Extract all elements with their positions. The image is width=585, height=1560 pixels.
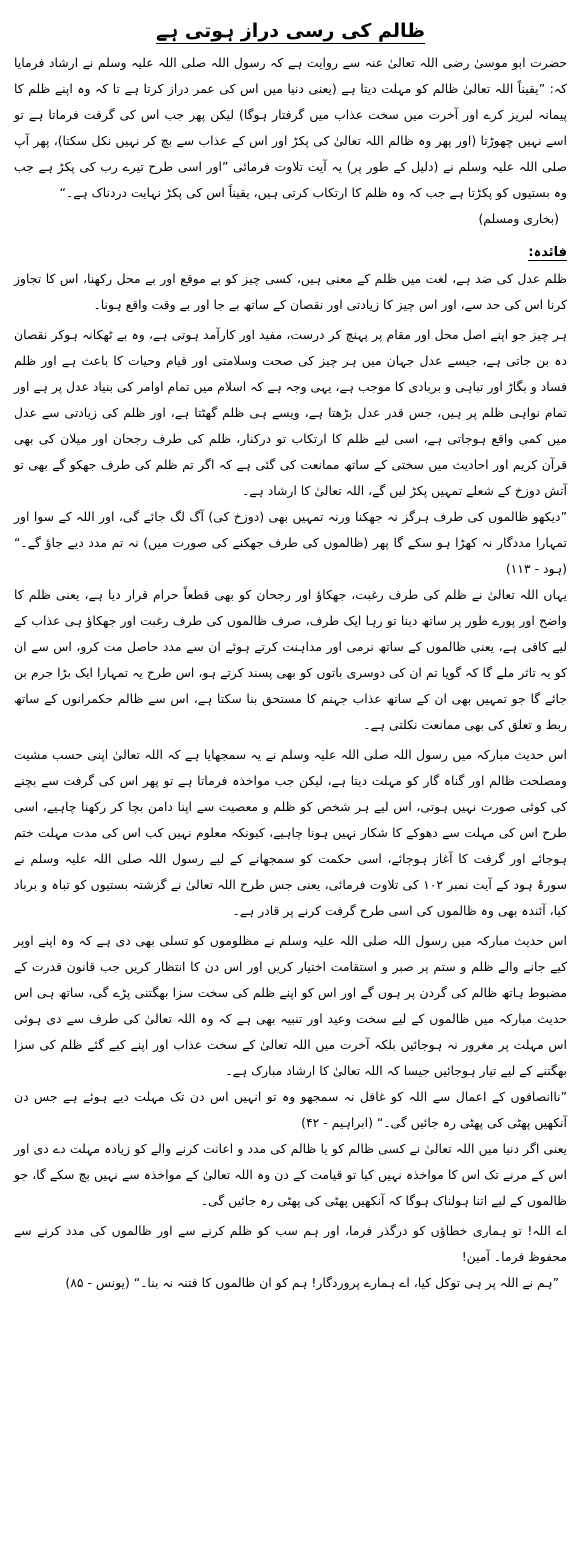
benefit-paragraph-5: اس حدیث مبارکہ میں رسول اللہ صلی اللہ علیہ وسلم نے مظلوموں کو تسلی بھی دی ہے کہ وہ اپنے اوپر کیے جانے والے ظلم و ستم پر صبر و استقامت اختیار کریں اور اس دن کا انتظار کریں جب قانون قدرت کے مضبوط ہاتھ ظالم کی گردن پر ہوں گے اور اس کو اپنے ظلم کی سخت سزا بھگتنی پڑے گی، ساتھ ہی اس حدیث مبارکہ میں ظالموں کے لیے سخت وعید اور تنبیہ بھی ہے کہ وہ اللہ تعالیٰ کی طرف سے دی ہوئی اس مہلت پر مغرور نہ ہوجائیں بلکہ آخرت میں اللہ تعالیٰ کے سخت عذاب اور اپنے کیے گئے ظلم کی سزا بھگتنے کے لیے تیار ہوجائیں جیسا کہ اللہ تعالیٰ کا ارشاد مبارک ہے۔ (14, 933, 567, 1078)
benefit-paragraph-1: ظلم عدل کی ضد ہے، لغت میں ظلم کے معنی ہیں، کسی چیز کو بے موقع اور بے محل رکھنا، اس کا تجاوز کرنا اس کی حد سے، اور اس چیز کا زیادتی اور نقصان کے ساتھ بے جا اور بے وقت واقع ہونا۔ (14, 271, 567, 312)
article-title (14, 18, 567, 44)
benefit-paragraph-6: یعنی اگر دنیا میں اللہ تعالیٰ نے کسی ظالم کو یا ظالم کی مدد و اعانت کرنے والے کو زیادہ مہلت دے دی اور اس کے مرنے تک اس کا مواخذہ نہیں کیا تو قیامت کے دن وہ اللہ تعالیٰ کے مواخذہ سے نہیں بچ سکے گا، جو ظالموں کے لیے اتنا ہولناک ہوگا کہ آنکھیں پھٹی کی پھٹی رہ جائیں گی۔ (14, 1141, 567, 1208)
quran-quote-ibrahim: ”ناانصافوں کے اعمال سے اللہ کو غافل نہ سمجھو وہ تو انہیں اس دن تک مہلت دیے ہوئے ہے جس دن آنکھیں پھٹی کی پھٹی رہ جائیں گی۔“ (ابراہیم - ۴۲) (14, 1089, 567, 1130)
article-title-text: ظالم کی رسی دراز ہوتی ہے (155, 20, 426, 42)
dua-paragraph: اے اللہ! تو ہماری خطاؤں کو درگذر فرما، اور ہم سب کو ظلم کرنے سے اور ظالموں کی مدد کرنے سے محفوظ فرما۔ آمین! (14, 1223, 567, 1264)
benefit-heading (14, 240, 567, 266)
quran-quote-yunus: ”ہم نے اللہ پر ہی توکل کیا، اے ہمارے پروردگار! ہم کو ان ظالموں کا فتنہ نہ بنا۔“ (یونس - ۸۵) (65, 1275, 559, 1290)
benefit-paragraph-2: ہر چیز جو اپنے اصل محل اور مقام پر پہنچ کر درست، مفید اور کارآمد ہوتی ہے، وہ بے ٹھکانہ ہوکر نقصان دہ بن جاتی ہے، جیسے عدل جہان میں ہر چیز کی صحت وسلامتی اور قیام وحیات کا باعث ہے اور ظلم فساد و بگاڑ اور تباہی و بربادی کا موجب ہے، یہی وجہ ہے کہ اسلام میں تمام اوامر کی بنیاد عدل پر ہے اور تمام نواہی ظلم پر ہیں، جس قدر عدل بڑھتا ہے، ویسے ہی ظلم گھٹتا ہے، اور ظلم کی زیادتی سے عدل میں کمی واقع ہوجاتی ہے، اسی لیے ظلم کا ارتکاب تو درکنار، ظلم کی طرف رجحان اور میلان کی بھی قرآن کریم اور احادیث میں سختی کے ساتھ ممانعت کی گئی ہے کہ اگر تم ظلم کی طرف جھکو گے بھی تو آتش دوزخ کے شعلے تمہیں پکڑ لیں گے، اللہ تعالیٰ کا ارشاد ہے۔ (14, 327, 567, 498)
benefit-paragraph-4: اس حدیث مبارکہ میں رسول اللہ صلی اللہ علیہ وسلم نے یہ سمجھایا ہے کہ اللہ تعالیٰ اپنی حسب مشیت ومصلحت ظالم اور گناہ گار کو مہلت دیتا ہے، لیکن جب مواخذہ فرماتا ہے تو پھر اس کی گرفت سے بچنے کی کوئی صورت نہیں ہوتی، اس لیے ہر شخص کو ظلم و معصیت سے اپنا دامن بچا کر رکھنا چاہیے، اسی طرح اس کی مہلت سے دھوکے کا شکار نہیں ہونا چاہیے، کیونکہ معلوم نہیں کب اس کی مدت مہلت ختم ہوجائے اور گرفت کا آغاز ہوجائے، اسی حکمت کو سمجھانے کے لیے رسول اللہ صلی اللہ علیہ وسلم نے سورۂ ہود کے آیت نمبر ۱۰۲ کی تلاوت فرمائی، یعنی جس طرح اللہ تعالیٰ نے گزشتہ بستیوں کو تباہ و برباد کیا، آئندہ بھی وہ ظالموں کی اسی طرح گرفت کرنے پر قادر ہے۔ (14, 747, 567, 918)
benefit-heading-text: فائدہ: (528, 245, 567, 260)
benefit-paragraph-3: یہاں اللہ تعالیٰ نے ظلم کی طرف رغبت، جھکاؤ اور رجحان کو بھی قطعاً حرام قرار دیا ہے، یعنی ظلم کا واضح اور پورے طور پر ساتھ دینا تو رہا ایک طرف، صرف ظالموں کی طرف رغبت اور جھکاؤ ہی عذاب کے لیے کافی ہے، یعنی ظالموں کے ساتھ نرمی اور مداہنت کرتے ہوئے ان سے مدد حاصل مت کرو، اس سے ان کو یہ تاثر ملے گا کہ گویا تم ان کی دوسری باتوں کو بھی پسند کرتے ہو، اس طرح یہ تمہارا ایک بڑا جرم بن جائے گا جو تمہیں بھی ان کے ساتھ عذاب جہنم کا مستحق بنا سکتا ہے، اس سے ظالم حکمرانوں کے ساتھ ربط و تعلق کی بھی ممانعت نکلتی ہے۔ (14, 587, 567, 732)
hadith-reference: (بخاری ومسلم) (478, 211, 559, 226)
hadith-text: حضرت ابو موسیٰ رضی اللہ تعالیٰ عنہ سے روایت ہے کہ رسول اللہ صلی اللہ علیہ وسلم نے ارشاد فرمایا کہ: ”یقیناً اللہ تعالیٰ ظالم کو مہلت دیتا ہے (یعنی دنیا میں اس کی عمر دراز کرتا ہے تا کہ وہ اپنے ظلم کا پیمانہ لبریز کرے اور آخرت میں سخت عذاب میں گرفتار ہوگا) لیکن پھر جب اس کی گرفت فرماتا ہے تو اسے نہیں چھوڑتا (اور پھر وہ ظالم اللہ تعالیٰ کی پکڑ اور اس کے عذاب سے بچ کر نہیں نکل سکتا)، پھر آپ صلی اللہ علیہ وسلم نے (دلیل کے طور پر) یہ آیت تلاوت فرمائی ”اور اسی طرح تیرے رب کی پکڑ ہے جب وہ بستیوں کو پکڑتا ہے جب کہ وہ ظلم کا ارتکاب کرتی ہیں، یقیناً اس کی پکڑ نہایت دردناک ہے۔“ (14, 55, 567, 200)
quran-quote-hud: ”دیکھو ظالموں کی طرف ہرگز نہ جھکنا ورنہ تمہیں بھی (دوزخ کی) آگ لگ جائے گی، اور اللہ کے سوا اور تمہارا مددگار نہ کھڑا ہو سکے گا پھر (ظالموں کی طرف جھکنے کی صورت میں) نہ تم مدد دیے جاؤ گے۔“ (ہود - ۱۱۳) (14, 509, 567, 576)
